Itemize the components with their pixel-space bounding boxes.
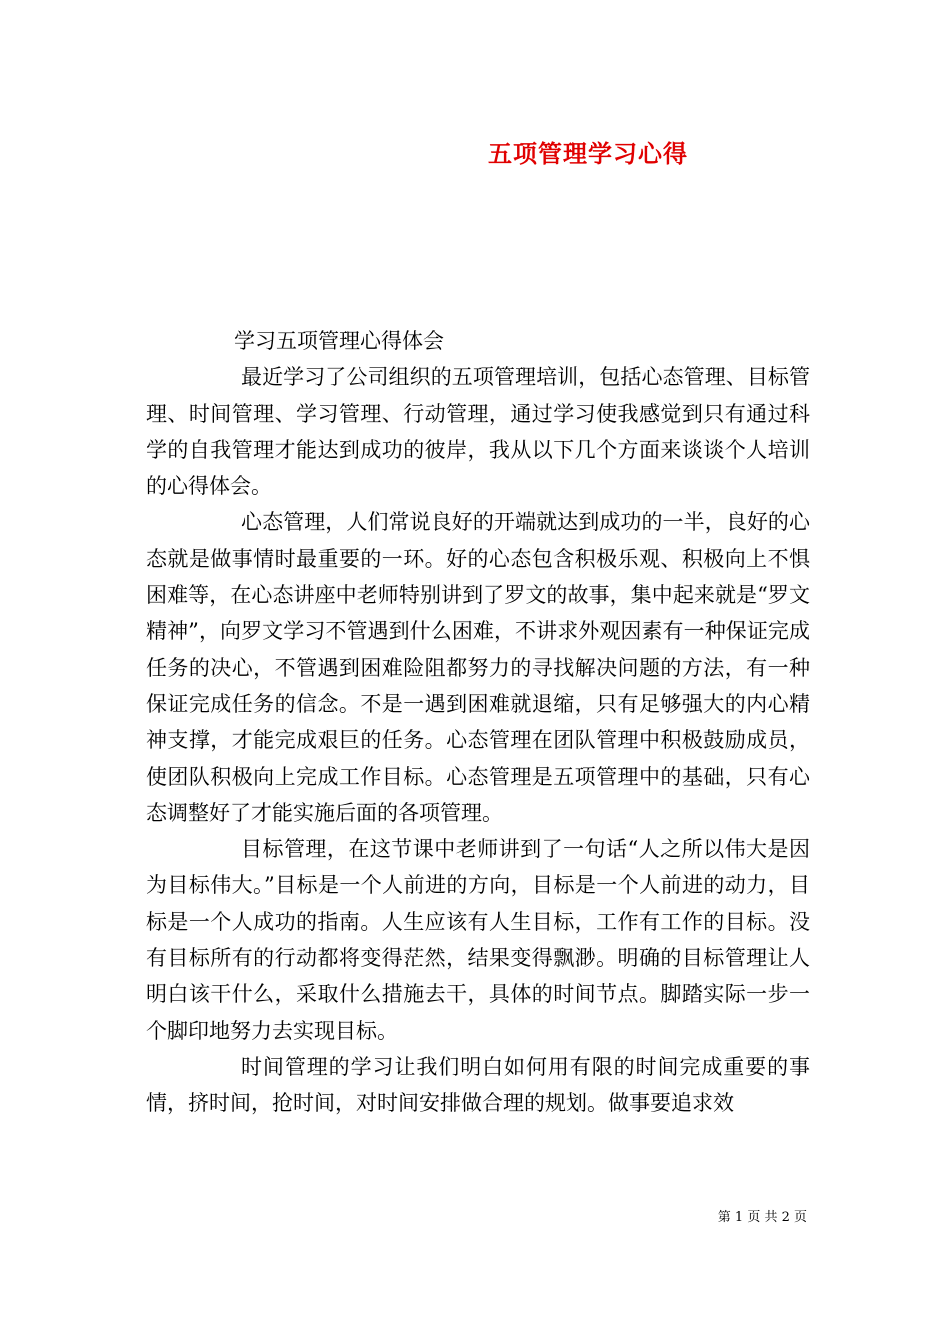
page-number-footer: 第 1 页 共 2 页	[717, 1210, 807, 1225]
document-subtitle: 学习五项管理心得体会	[234, 329, 444, 353]
document-body	[146, 323, 810, 1122]
document-title: 五项管理学习心得	[488, 139, 688, 168]
paragraph-time: 时间管理的学习让我们明白如何用有限的时间完成重要的事情，挤时间，抢时间，对时间安排做合理的规划。做事要追求效	[146, 1054, 810, 1116]
paragraph-intro: 最近学习了公司组织的五项管理培训，包括心态管理、目标管理、时间管理、学习管理、行动管理，通过学习使我感觉到只有通过科学的自我管理才能达到成功的彼岸，我从以下几个方面来谈谈个人培训的心得体会。	[146, 365, 810, 499]
paragraph-goal: 目标管理，在这节课中老师讲到了一句话“人之所以伟大是因为目标伟大。”目标是一个人前进的方向，目标是一个人前进的动力，目标是一个人成功的指南。人生应该有人生目标，工作有工作的目标。没有目标所有的行动都将变得茫然，结果变得飘渺。明确的目标管理让人明白该干什么，采取什么措施去干，具体的时间节点。脚踏实际一步一个脚印地努力去实现目标。	[146, 837, 810, 1043]
paragraph-mindset: 心态管理，人们常说良好的开端就达到成功的一半，良好的心态就是做事情时最重要的一环。好的心态包含积极乐观、积极向上不惧困难等，在心态讲座中老师特别讲到了罗文的故事，集中起来就是“罗文精神”，向罗文学习不管遇到什么困难，不讲求外观因素有一种保证完成任务的决心，不管遇到困难险阻都努力的寻找解决问题的方法，有一种保证完成任务的信念。不是一遇到困难就退缩，只有足够强大的内心精神支撑，才能完成艰巨的任务。心态管理在团队管理中积极鼓励成员，使团队积极向上完成工作目标。心态管理是五项管理中的基础，只有心态调整好了才能实施后面的各项管理。	[146, 510, 810, 825]
